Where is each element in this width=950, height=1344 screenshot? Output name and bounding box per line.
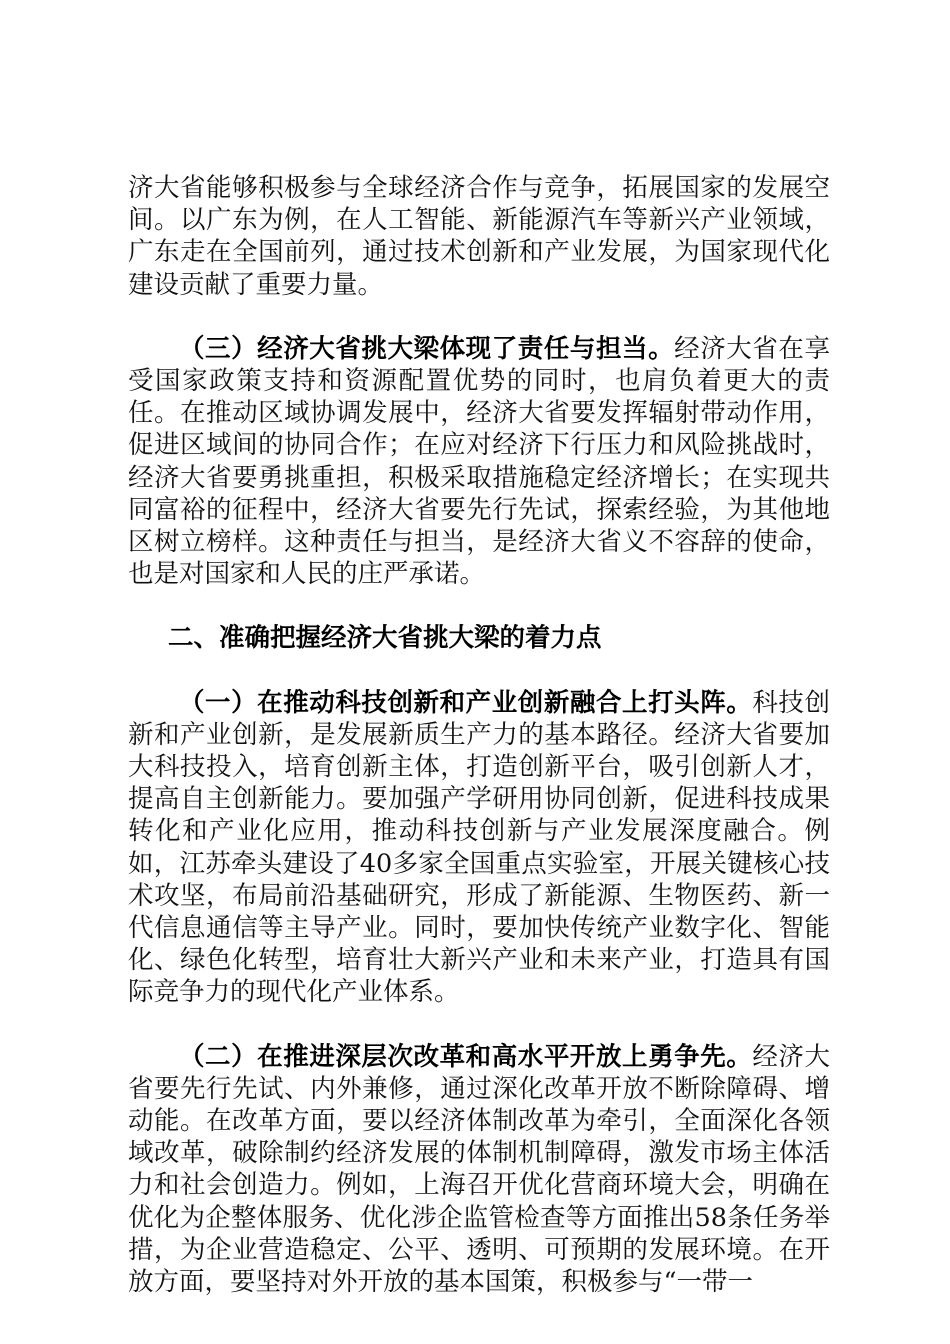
section-heading: 二、准确把握经济大省挑大梁的着力点 bbox=[168, 623, 602, 654]
paragraph-lead: （二）在推进深层次改革和高水平开放上勇争先。 bbox=[179, 1041, 753, 1072]
paragraph-tech-innovation bbox=[128, 687, 830, 1009]
paragraph-body: 经济大省要先行先试、内外兼修，通过深化改革开放不断除障碍、增动能。在改革方面，要以经济体制改革为牵引，全面深化各领域改革，破除制约经济发展的体制机制障碍，激发市场主体活力和社会创造力。例如，上海召开优化营商环境大会，明确在优化为企整体服务、优化涉企监管检查等方面推出58条任务举措，为企业营造稳定、公平、透明、可预期的发展环境。在开放方面，要坚持对外开放的基本国策，积极参与“一带一 bbox=[128, 1041, 830, 1298]
paragraph-continuation: 济大省能够积极参与全球经济合作与竞争，拓展国家的发展空间。以广东为例，在人工智能、新能源汽车等新兴产业领域，广东走在全国前列，通过技术创新和产业发展，为国家现代化建设贡献了重要力量。 bbox=[128, 173, 830, 300]
paragraph-body: 经济大省在享受国家政策支持和资源配置优势的同时，也肩负着更大的责任。在推动区域协调发展中，经济大省要发挥辐射带动作用，促进区域间的协同合作；在应对经济下行压力和风险挑战时，经济大省要勇挑重担，积极采取措施稳定经济增长；在实现共同富裕的征程中，经济大省要先行先试，探索经验，为其他地区树立榜样。这种责任与担当，是经济大省义不容辞的使命，也是对国家和人民的庄严承诺。 bbox=[128, 333, 830, 590]
paragraph-lead: （三）经济大省挑大梁体现了责任与担当。 bbox=[179, 333, 675, 364]
paragraph-lead: （一）在推动科技创新和产业创新融合上打头阵。 bbox=[179, 687, 753, 718]
paragraph-reform-opening bbox=[128, 1041, 830, 1299]
paragraph-responsibility bbox=[128, 333, 830, 591]
document-body bbox=[128, 172, 830, 1330]
paragraph-body: 科技创新和产业创新，是发展新质生产力的基本路径。经济大省要加大科技投入，培育创新主体，打造创新平台，吸引创新人才，提高自主创新能力。要加强产学研用协同创新，促进科技成果转化和产业化应用，推动科技创新与产业发展深度融合。例如，江苏牵头建设了40多家全国重点实验室，开展关键核心技术攻坚，布局前沿基础研究，形成了新能源、生物医药、新一代信息通信等主导产业。同时，要加快传统产业数字化、智能化、绿色化转型，培育壮大新兴产业和未来产业，打造具有国际竞争力的现代化产业体系。 bbox=[128, 687, 830, 1008]
